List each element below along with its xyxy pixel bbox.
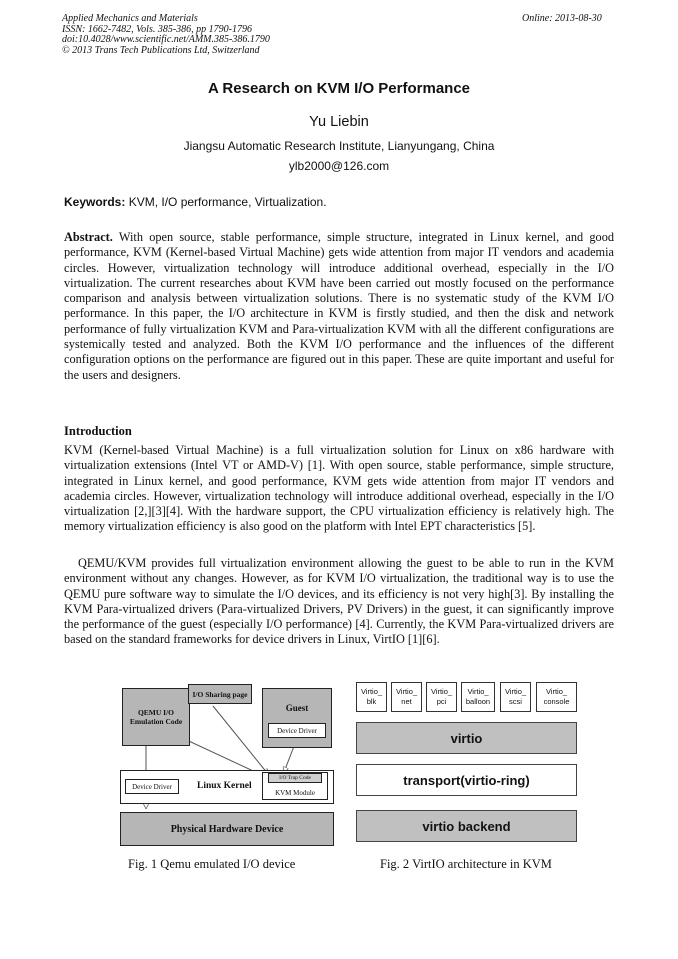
abstract-label: Abstract. (64, 230, 113, 244)
virtio-console-box: Virtio_ console (536, 682, 577, 712)
journal-header (62, 14, 270, 56)
journal-copyright: © 2013 Trans Tech Publications Ltd, Switzerland (62, 44, 260, 56)
keywords (64, 195, 616, 209)
figure-1-diagram (118, 684, 336, 854)
intro-paragraph-1: KVM (Kernel-based Virtual Machine) is a full virtualization solution for Linux on x86 hardware with virtualization extensions (Intel VT or AMD-V) [1]. With open source, stable performance, simple structure, integrated in Linux kernel, and good performance, KVM gets wide attention from major IT vendors and academia circles. However, virtualization technology will introduce additional overhead, especially in the I/O virtualization [2,][3][4]. With the hardware support, the CPU virtualization efficiency is relatively high. The memory virtualization efficiency is also good on the platform with Intel EPT characteristics [5]. (64, 443, 614, 534)
guest-label: Guest (285, 703, 309, 713)
figure-2-caption: Fig. 2 VirtIO architecture in KVM (380, 857, 552, 871)
virtio-net-box: Virtio_ net (391, 682, 422, 712)
abstract-text: With open source, stable performance, simple structure, integrated in Linux kernel, and good performance, KVM (Kernel-based Virtual Machine) gets wide attention from major IT vendors and academia circles. However, virtualization technology will introduce additional overhead, especially in the I/O virtualization. The current researches about KVM have been carried out mostly focused on the performance comparison and analysis between virtualization solutions. There is no systematic study of the KVM I/O performance. In this paper, the I/O architecture in KVM is firstly studied, and then the disk and network performance of fully virtualization KVM and Para-virtualization KVM with all the different configurations are systemically tested and analyzed. Both the KVM I/O performance and the influences of the different configuration options on the performance are figured out in this paper. These are quite important and useful for the users and designers. (64, 230, 614, 382)
figure-2-diagram (356, 682, 578, 848)
virtio-backend-layer: virtio backend (356, 810, 577, 842)
kvm-module-box: KVM Module (262, 772, 328, 800)
virtio-layer: virtio (356, 722, 577, 754)
keywords-label: Keywords: (64, 195, 126, 209)
guest-device-driver-box: Device Driver (268, 723, 326, 738)
abstract (64, 230, 614, 383)
kernel-device-driver-box: Device Driver (125, 779, 179, 794)
virtio-pci-box: Virtio_ pci (426, 682, 457, 712)
virtio-balloon-box: Virtio_ balloon (461, 682, 495, 712)
linux-kernel-label: Linux Kernel (197, 781, 252, 791)
figure-1-caption: Fig. 1 Qemu emulated I/O device (128, 857, 296, 871)
arrow-sharing-trap (213, 706, 268, 774)
io-sharing-page-box: I/O Sharing page (188, 684, 252, 704)
author-affiliation: Jiangsu Automatic Research Institute, Lianyungang, China (183, 139, 495, 153)
online-date: Online: 2013-08-30 (522, 13, 602, 24)
transport-layer: transport(virtio-ring) (356, 764, 577, 796)
journal-issn: ISSN: 1662-7482, Vols. 385-386, pp 1790-1796 (62, 23, 252, 35)
paper-title: A Research on KVM I/O Performance (207, 80, 471, 97)
section-heading-introduction: Introduction (64, 424, 132, 438)
io-trap-code-box: I/O Trap Code (268, 773, 322, 783)
physical-hardware-box: Physical Hardware Device (120, 812, 334, 846)
qemu-emulation-box: QEMU I/O Emulation Code (122, 688, 190, 746)
intro-paragraph-2: QEMU/KVM provides full virtualization environment allowing the guest to be able to run in the KVM environment without any changes. However, as for KVM I/O virtualization, the traditional way is to use the QEMU pure software way to simulate the I/O devices, and its efficiency is not very high[3]. By installing the KVM Para-virtualized drivers (Para-virtualized Drivers, PV Drivers) in the guest, it can significantly improve the performance of the guest (especially I/O performance) [4]. Currently, the KVM Para-virtualized drivers are based on the standard frameworks for device drivers in Linux, VirtIO [1][6]. (64, 556, 614, 647)
journal-name: Applied Mechanics and Materials (62, 13, 198, 24)
guest-box (262, 688, 332, 748)
keywords-text: KVM, I/O performance, Virtualization. (128, 195, 327, 209)
author-name: Yu Liebin (309, 114, 369, 130)
virtio-scsi-box: Virtio_ scsi (500, 682, 531, 712)
author-email: ylb2000@126.com (288, 159, 390, 173)
virtio-blk-box: Virtio_ blk (356, 682, 387, 712)
journal-doi: doi:10.4028/www.scientific.net/AMM.385-386.1790 (62, 34, 270, 45)
